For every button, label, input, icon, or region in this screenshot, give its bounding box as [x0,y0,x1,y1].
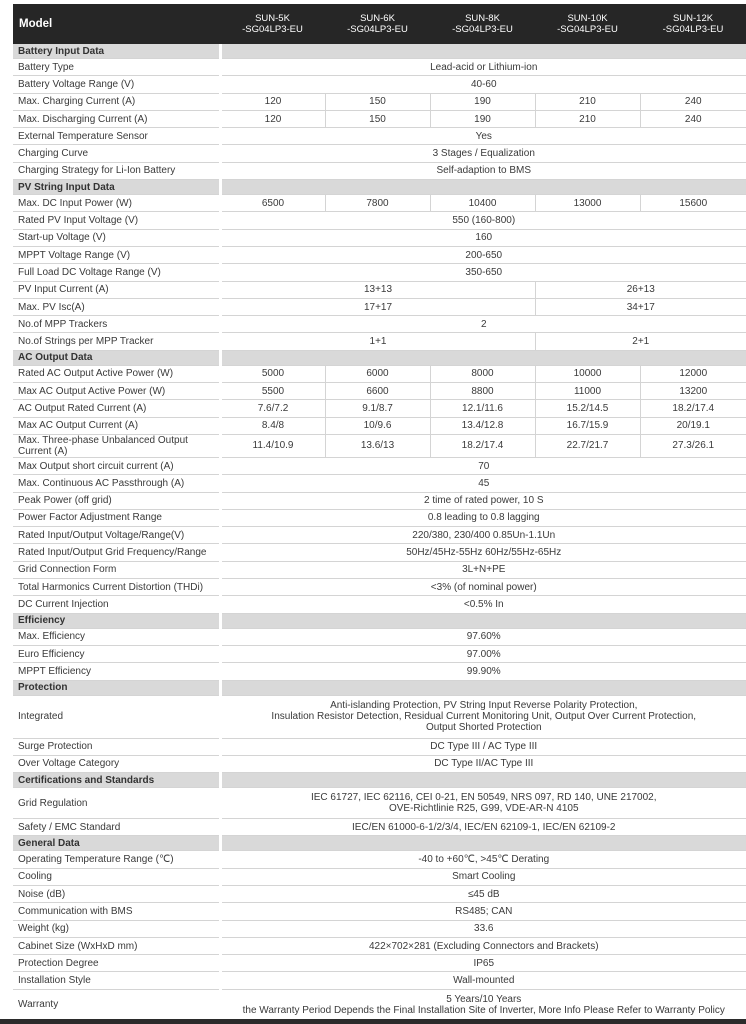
row-value-line: 5 Years/10 Years [446,993,522,1005]
row-value: 8000 [430,365,535,382]
table-row [13,527,746,544]
row-value: 22.7/21.7 [535,434,640,457]
table-row [13,509,746,526]
row-value: 6500 [220,195,325,212]
section-fill [220,350,746,365]
row-label: Rated Input/Output Grid Frequency/Range [13,544,220,561]
row-label: Over Voltage Category [13,755,220,772]
row-label: Max. Continuous AC Passthrough (A) [13,475,220,492]
row-value: 26+13 [535,281,746,298]
row-value: 18.2/17.4 [640,400,746,417]
section-header [13,613,746,628]
row-value: 7.6/7.2 [220,400,325,417]
row-value: 18.2/17.4 [430,434,535,457]
table-row [13,989,746,1020]
row-value: 350-650 [220,264,746,281]
table-row [13,212,746,229]
row-value: 190 [430,93,535,110]
row-value: 70 [220,457,746,474]
row-value-multiline [220,695,746,738]
table-row [13,695,746,738]
row-label: No.of MPP Trackers [13,316,220,333]
table-row [13,579,746,596]
model-header-label: Model [13,4,220,44]
row-label: Integrated [13,695,220,738]
row-label: Cooling [13,868,220,885]
table-row [13,645,746,662]
row-value: 210 [535,110,640,127]
row-label: Full Load DC Voltage Range (V) [13,264,220,281]
table-row [13,400,746,417]
row-label: Total Harmonics Current Distortion (THDi) [13,579,220,596]
row-label: Noise (dB) [13,885,220,902]
row-label: Power Factor Adjustment Range [13,509,220,526]
row-label: Rated PV Input Voltage (V) [13,212,220,229]
row-label: Rated Input/Output Voltage/Range(V) [13,527,220,544]
row-value: Yes [220,128,746,145]
row-value: 240 [640,110,746,127]
row-label: Max. Efficiency [13,628,220,645]
table-row [13,492,746,509]
row-value: ≤45 dB [220,885,746,902]
table-row [13,145,746,162]
table-row [13,383,746,400]
row-value: Lead-acid or Lithium-ion [220,59,746,76]
row-value: 5500 [220,383,325,400]
row-value: 200-650 [220,246,746,263]
row-value: 10400 [430,195,535,212]
row-label: Weight (kg) [13,920,220,937]
row-value: 150 [325,110,430,127]
row-value: 9.1/8.7 [325,400,430,417]
row-label: Max. Three-phase Unbalanced Output Current (A) [13,434,220,457]
row-value: RS485; CAN [220,903,746,920]
row-label: Surge Protection [13,738,220,755]
row-label: Euro Efficiency [13,645,220,662]
table-row [13,229,746,246]
row-value: 13.6/13 [325,434,430,457]
table-row [13,457,746,474]
row-value: 10/9.6 [325,417,430,434]
row-label: PV Input Current (A) [13,281,220,298]
table-row [13,663,746,680]
table-row [13,937,746,954]
section-header [13,180,746,195]
table-row [13,851,746,868]
bottom-rule [0,1019,746,1024]
row-value: 6000 [325,365,430,382]
row-value: 150 [325,93,430,110]
row-label: No.of Strings per MPP Tracker [13,333,220,350]
section-title: Protection [13,680,220,695]
row-label: Charging Curve [13,145,220,162]
table-row [13,298,746,315]
row-value: Wall-mounted [220,972,746,989]
row-value: DC Type III / AC Type III [220,738,746,755]
table-row [13,903,746,920]
section-title: Certifications and Standards [13,773,220,788]
model-column-header: SUN-10K -SG04LP3-EU [535,4,640,44]
spec-table [13,4,746,1021]
row-value: 2 time of rated power, 10 S [220,492,746,509]
row-value: 5000 [220,365,325,382]
section-title: PV String Input Data [13,180,220,195]
row-value: 160 [220,229,746,246]
row-label: Max AC Output Current (A) [13,417,220,434]
section-title: Battery Input Data [13,44,220,59]
table-row [13,920,746,937]
row-label: Max. Discharging Current (A) [13,110,220,127]
row-value: 12.1/11.6 [430,400,535,417]
row-value: 97.60% [220,628,746,645]
row-value: IP65 [220,955,746,972]
table-row [13,333,746,350]
row-value: 10000 [535,365,640,382]
table-row [13,955,746,972]
row-value: <0.5% In [220,596,746,613]
model-column-header: SUN-12K -SG04LP3-EU [640,4,746,44]
row-value: 3 Stages / Equalization [220,145,746,162]
model-column-header: SUN-8K -SG04LP3-EU [430,4,535,44]
row-label: Installation Style [13,972,220,989]
row-label: Rated AC Output Active Power (W) [13,365,220,382]
row-value: 34+17 [535,298,746,315]
table-row [13,417,746,434]
row-value: 13.4/12.8 [430,417,535,434]
row-label: Max. PV Isc(A) [13,298,220,315]
table-row [13,738,746,755]
table-header [13,4,746,44]
table-row [13,76,746,93]
row-value: 13000 [535,195,640,212]
table-body [13,44,746,1020]
table-row [13,596,746,613]
table-row [13,628,746,645]
row-value: 6600 [325,383,430,400]
row-value: 97.00% [220,645,746,662]
row-label: Grid Connection Form [13,561,220,578]
row-value: 120 [220,93,325,110]
table-row [13,972,746,989]
section-title: AC Output Data [13,350,220,365]
row-value: 11000 [535,383,640,400]
section-header [13,44,746,59]
row-value: 8.4/8 [220,417,325,434]
row-label: Max. DC Input Power (W) [13,195,220,212]
row-value: 190 [430,110,535,127]
table-row [13,264,746,281]
section-fill [220,44,746,59]
table-row [13,110,746,127]
row-label: MPPT Efficiency [13,663,220,680]
row-label: Cabinet Size (WxHxD mm) [13,937,220,954]
row-value: Smart Cooling [220,868,746,885]
row-value: DC Type II/AC Type III [220,755,746,772]
row-value: 27.3/26.1 [640,434,746,457]
row-value: 15.2/14.5 [535,400,640,417]
row-value: 45 [220,475,746,492]
section-fill [220,836,746,851]
section-fill [220,773,746,788]
table-row [13,755,746,772]
table-row [13,544,746,561]
row-value: 17+17 [220,298,535,315]
model-column-header: SUN-5K -SG04LP3-EU [220,4,325,44]
model-column-header: SUN-6K -SG04LP3-EU [325,4,430,44]
table-row [13,195,746,212]
row-value: 20/19.1 [640,417,746,434]
table-row [13,162,746,179]
row-label: Communication with BMS [13,903,220,920]
section-title: General Data [13,836,220,851]
row-label: Max Output short circuit current (A) [13,457,220,474]
section-fill [220,680,746,695]
section-header [13,836,746,851]
table-row [13,868,746,885]
row-value: 99.90% [220,663,746,680]
row-label: Safety / EMC Standard [13,819,220,836]
row-value: 8800 [430,383,535,400]
row-value: 2 [220,316,746,333]
row-value: 33.6 [220,920,746,937]
row-value: 120 [220,110,325,127]
row-label: Charging Strategy for Li-Ion Battery [13,162,220,179]
row-value: 40-60 [220,76,746,93]
row-value: IEC/EN 61000-6-1/2/3/4, IEC/EN 62109-1, IEC/EN 62109-2 [220,819,746,836]
row-value-line: Insulation Resistor Detection, Residual Current Monitoring Unit, Output Over Current Protection, [271,711,697,722]
row-label: Battery Type [13,59,220,76]
table-row [13,475,746,492]
section-fill [220,180,746,195]
row-value: 2+1 [535,333,746,350]
row-value: 7800 [325,195,430,212]
row-label: Start-up Voltage (V) [13,229,220,246]
table-row [13,885,746,902]
row-label: Max AC Output Active Power (W) [13,383,220,400]
row-value: 15600 [640,195,746,212]
row-label: Grid Regulation [13,788,220,819]
row-label: Battery Voltage Range (V) [13,76,220,93]
row-value: 3L+N+PE [220,561,746,578]
row-label: Warranty [13,989,220,1020]
table-row [13,246,746,263]
row-value: <3% (of nominal power) [220,579,746,596]
row-value: 11.4/10.9 [220,434,325,457]
row-label: DC Current Injection [13,596,220,613]
table-row [13,281,746,298]
row-value: 550 (160-800) [220,212,746,229]
row-value-multiline [220,788,746,819]
row-value: -40 to +60℃, >45℃ Derating [220,851,746,868]
row-label: MPPT Voltage Range (V) [13,246,220,263]
table-row [13,434,746,457]
row-value: 1+1 [220,333,535,350]
row-label: Max. Charging Current (A) [13,93,220,110]
row-value: 12000 [640,365,746,382]
row-value: 422×702×281 (Excluding Connectors and Brackets) [220,937,746,954]
row-label: AC Output Rated Current (A) [13,400,220,417]
section-header [13,680,746,695]
row-label: External Temperature Sensor [13,128,220,145]
row-label: Peak Power (off grid) [13,492,220,509]
row-value: 210 [535,93,640,110]
row-value-line: IEC 61727, IEC 62116, CEI 0-21, EN 50549, NRS 097, RD 140, UNE 217002, [310,792,657,804]
row-value: 13+13 [220,281,535,298]
section-header [13,350,746,365]
row-value-line: Output Shorted Protection [425,722,542,733]
row-value-line: Anti-islanding Protection, PV String Input Reverse Polarity Protection, [330,700,638,711]
table-row [13,819,746,836]
table-row [13,316,746,333]
table-row [13,561,746,578]
row-value-line: OVE-Richtlinie R25, G99, VDE-AR-N 4105 [388,803,579,815]
section-title: Efficiency [13,613,220,628]
row-value: 0.8 leading to 0.8 lagging [220,509,746,526]
section-header [13,773,746,788]
table-row [13,59,746,76]
table-row [13,365,746,382]
row-value: 220/380, 230/400 0.85Un-1.1Un [220,527,746,544]
row-label: Operating Temperature Range (℃) [13,851,220,868]
row-value-line: the Warranty Period Depends the Final Installation Site of Inverter, More Info Please Refer to Warranty Policy [242,1004,725,1016]
row-value-multiline [220,989,746,1020]
row-value: 240 [640,93,746,110]
table-row [13,128,746,145]
row-value: 13200 [640,383,746,400]
table-row [13,788,746,819]
table-row [13,93,746,110]
row-value: 50Hz/45Hz-55Hz 60Hz/55Hz-65Hz [220,544,746,561]
section-fill [220,613,746,628]
row-value: 16.7/15.9 [535,417,640,434]
row-value: Self-adaption to BMS [220,162,746,179]
row-label: Protection Degree [13,955,220,972]
